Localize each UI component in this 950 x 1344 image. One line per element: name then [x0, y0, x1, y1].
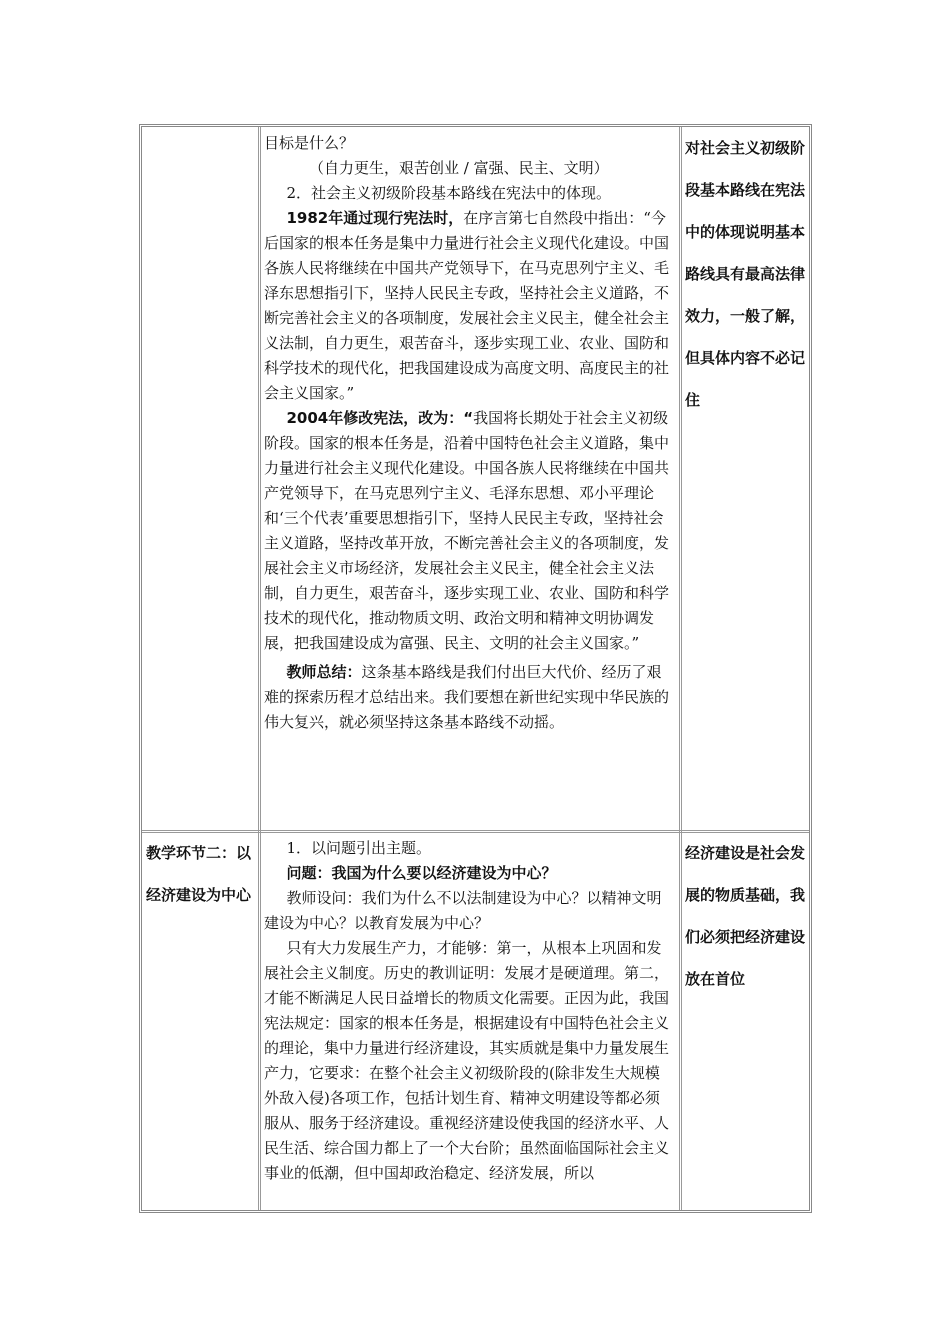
lesson-table [139, 124, 812, 1213]
row1-section-heading: 2．社会主义初级阶段基本路线在宪法中的体现。 [286, 184, 612, 202]
row2-section-title: 教学环节二：以经济建设为中心 [146, 844, 252, 904]
column-divider-1 [258, 127, 261, 1210]
row1-paragraph-2004: 2004年修改宪法，改为：“我国将长期处于社会主义初级阶段。国家的根本任务是，沿着中国特色社会主义道路，集中力量进行社会主义现代化建设。中国各族人民将继续在中国共产党领导下，在马克思列宁主义、毛泽东思想、邓小平理论和‘三个代表’重要思想指引下，坚持人民民主专政，坚持社会主义道路，坚持改革开放，不断完善社会主义的各项制度，发展社会主义市场经济，发展社会主义民主，健全社会主义法制，自力更生，艰苦奋斗，逐步实现工业、农业、国防和科学技术的现代化，推动物质文明、政治文明和精神文明协调发展，把我国建设成为富强、民主、文明的社会主义国家。” [264, 409, 670, 652]
row1-teacher-summary: 教师总结：这条基本路线是我们付出巨大代价、经历了艰难的探索历程才总结出来。我们要想在新世纪实现中华民族的伟大复兴，就必须坚持这条基本路线不动摇。 [264, 663, 670, 731]
row1-note-cell: 对社会主义初级阶段基本路线在宪法中的体现说明基本路线具有最高法律效力，一般了解，但具体内容不必记住 [685, 139, 806, 409]
row1-paragraph-1982: 1982年通过现行宪法时，在序言第七自然段中指出：“今后国家的根本任务是集中力量进行社会主义现代化建设。中国各族人民将继续在中国共产党领导下，在马克思列宁主义、毛泽东思想指引下，坚持人民民主专政，坚持社会主义道路，不断完善社会主义的各项制度，发展社会主义民主，健全社会主义法制，自力更生，艰苦奋斗，逐步实现工业、农业、国防和科学技术的现代化，把我国建设成为高度文明、高度民主的社会主义国家。” [264, 209, 670, 402]
row1-content-cell [264, 131, 670, 735]
row2-note-cell: 经济建设是社会发展的物质基础，我们必须把经济建设放在首位 [685, 844, 806, 988]
row2-step-line: 1．以问题引出主题。 [286, 839, 432, 857]
row1-question-line: 目标是什么？ [264, 134, 355, 152]
row2-question: 问题：我国为什么要以经济建设为中心？ [286, 864, 557, 882]
row1-answer-line: （自力更生，艰苦创业 / 富强、民主、文明） [309, 159, 609, 177]
row1-bold-summary: 教师总结： [286, 663, 362, 681]
column-divider-2 [679, 127, 682, 1210]
row2-content-cell [264, 836, 670, 1186]
row2-explanation: 只有大力发展生产力，才能够：第一，从根本上巩固和发展社会主义制度。历史的教训证明：发展才是硬道理。第二，才能不断满足人民日益增长的物质文化需要。正因为此，我国宪法规定：国家的根本任务是，根据建设有中国特色社会主义的理论，集中力量进行经济建设，其实质就是集中力量发展生产力，它要求：在整个社会主义初级阶段的(除非发生大规模外敌入侵)各项工作，包括计划生育、精神文明建设等都必须服从、服务于经济建设。重视经济建设使我国的经济水平、人民生活、综合国力都上了一个大台阶；虽然面临国际社会主义事业的低潮，但中国却政治稳定、经济发展，所以 [264, 939, 670, 1182]
row1-bold-2004: 2004年修改宪法，改为：“ [286, 409, 474, 427]
row1-bold-1982: 1982年通过现行宪法时， [286, 209, 464, 227]
row2-teacher-question: 教师设问：我们为什么不以法制建设为中心？以精神文明建设为中心？以教育发展为中心？ [264, 889, 662, 932]
